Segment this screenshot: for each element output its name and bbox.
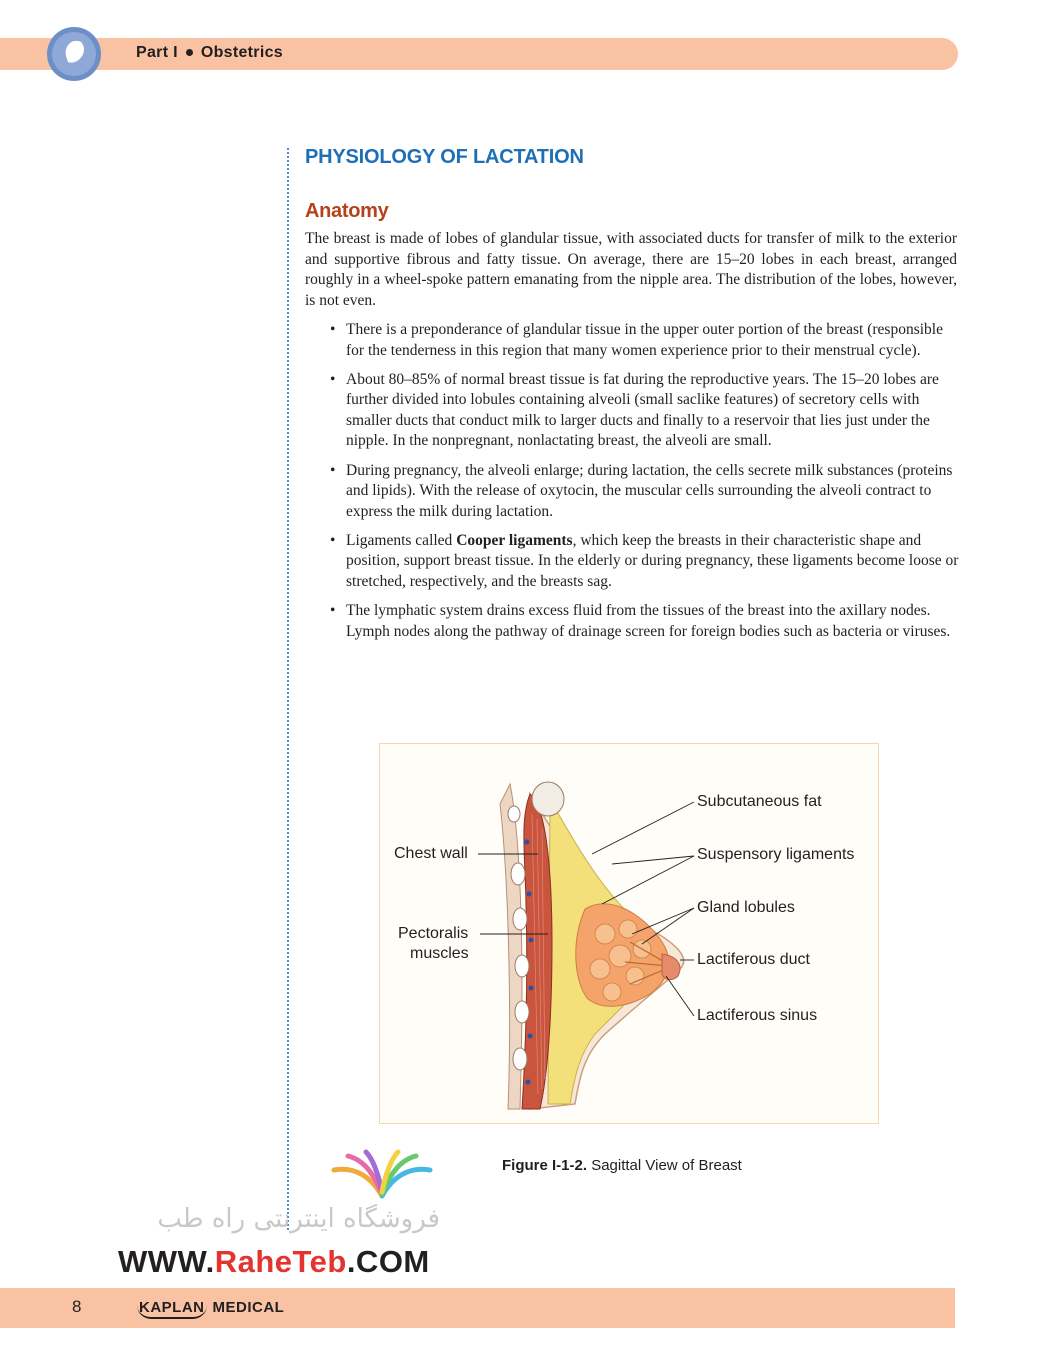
- bullet-text: There is a preponderance of glandular tissue in the upper outer portion of the breast (responsible for the tenderness in this region that many women experience prior to their menstrual cycle).: [346, 321, 943, 359]
- figure-number: Figure I-1-2.: [502, 1157, 588, 1174]
- brand-medical: MEDICAL: [212, 1299, 285, 1316]
- bullet-text: During pregnancy, the alveoli enlarge; during lactation, the cells secrete milk substances (proteins and lipids). With the release of oxytocin, the muscular cells surrounding the alveoli contract to express the milk during lactation.: [346, 461, 953, 520]
- subsection-title: Anatomy: [305, 200, 389, 222]
- header-chapter: Obstetrics: [200, 44, 283, 61]
- bullet-text-cont: , which keep the breasts in their characteristic shape and position, support breast tissue. In the elderly or during pregnancy, these ligaments become loose or stretched, respectively, and the breasts sag.: [346, 531, 959, 591]
- bullet-bold-term: Cooper ligaments: [456, 531, 573, 549]
- label-chest-wall: Chest wall: [394, 845, 468, 862]
- figure-title: Sagittal View of Breast: [591, 1157, 742, 1174]
- label-subcutaneous-fat: Subcutaneous fat: [697, 793, 822, 810]
- label-pectoralis: Pectoralis: [398, 925, 469, 942]
- figure-box: [379, 743, 879, 1124]
- intro-paragraph: The breast is made of lobes of glandular tissue, with associated ducts for transfer of milk to the exterior and supportive fibrous and fatty tissue. On average, there are 15–20 lobes in each breast, arranged roughly in a wheel-spoke pattern emanating from the nipple area. The distribution of the lobes, however, is not even.: [305, 230, 957, 309]
- brand-kaplan: KAPLAN: [137, 1299, 207, 1319]
- page-number: 8: [72, 1297, 82, 1316]
- label-muscles: muscles: [410, 945, 469, 962]
- url-suffix: .COM: [346, 1244, 430, 1279]
- bullet-text: Ligaments called: [346, 531, 457, 549]
- bullet-list: [330, 320, 960, 651]
- header-part: Part I: [136, 44, 178, 61]
- list-item: [330, 370, 960, 452]
- margin-rule: [287, 148, 289, 1230]
- section-title: PHYSIOLOGY OF LACTATION: [305, 146, 584, 168]
- watermark-url: [118, 1244, 430, 1280]
- bullet-icon: •: [330, 531, 336, 549]
- bullet-icon: •: [330, 370, 336, 388]
- bullet-text: About 80–85% of normal breast tissue is fat during the reproductive years. The 15–20 lobes are further divided into lobules containing alveoli (small saclike features) of secretory cells with smaller ducts that conduct milk to larger ducts and finally to a reservoir that lies just under the nipple. In the nonpregnant, nonlactating breast, the alveoli are small.: [346, 370, 939, 450]
- label-gland-lobules: Gland lobules: [697, 899, 795, 916]
- fetus-logo-icon: [46, 26, 102, 82]
- list-item: [330, 320, 960, 361]
- book-logo-icon: [326, 1148, 438, 1202]
- label-lactiferous-duct: Lactiferous duct: [697, 951, 810, 968]
- bullet-dot-icon: [186, 49, 193, 56]
- running-header: [136, 44, 283, 62]
- url-accent: RaheTeb: [214, 1244, 347, 1279]
- figure-caption: [502, 1157, 742, 1174]
- list-item: [330, 461, 960, 523]
- bullet-icon: •: [330, 461, 336, 479]
- url-prefix: WWW.: [118, 1244, 215, 1279]
- footer-brand: [137, 1299, 284, 1316]
- watermark-persian: فروشگاه اینترنتی راه طب: [157, 1204, 440, 1234]
- list-item: [330, 601, 960, 642]
- label-lactiferous-sinus: Lactiferous sinus: [697, 1007, 818, 1024]
- list-item: [330, 531, 960, 593]
- bullet-text: The lymphatic system drains excess fluid from the tissues of the breast into the axillary nodes. Lymph nodes along the pathway of drainage screen for foreign bodies such as bacteria or viruses.: [346, 602, 951, 640]
- label-suspensory-ligaments: Suspensory ligaments: [697, 846, 855, 863]
- bullet-icon: •: [330, 602, 336, 620]
- bullet-icon: •: [330, 321, 336, 338]
